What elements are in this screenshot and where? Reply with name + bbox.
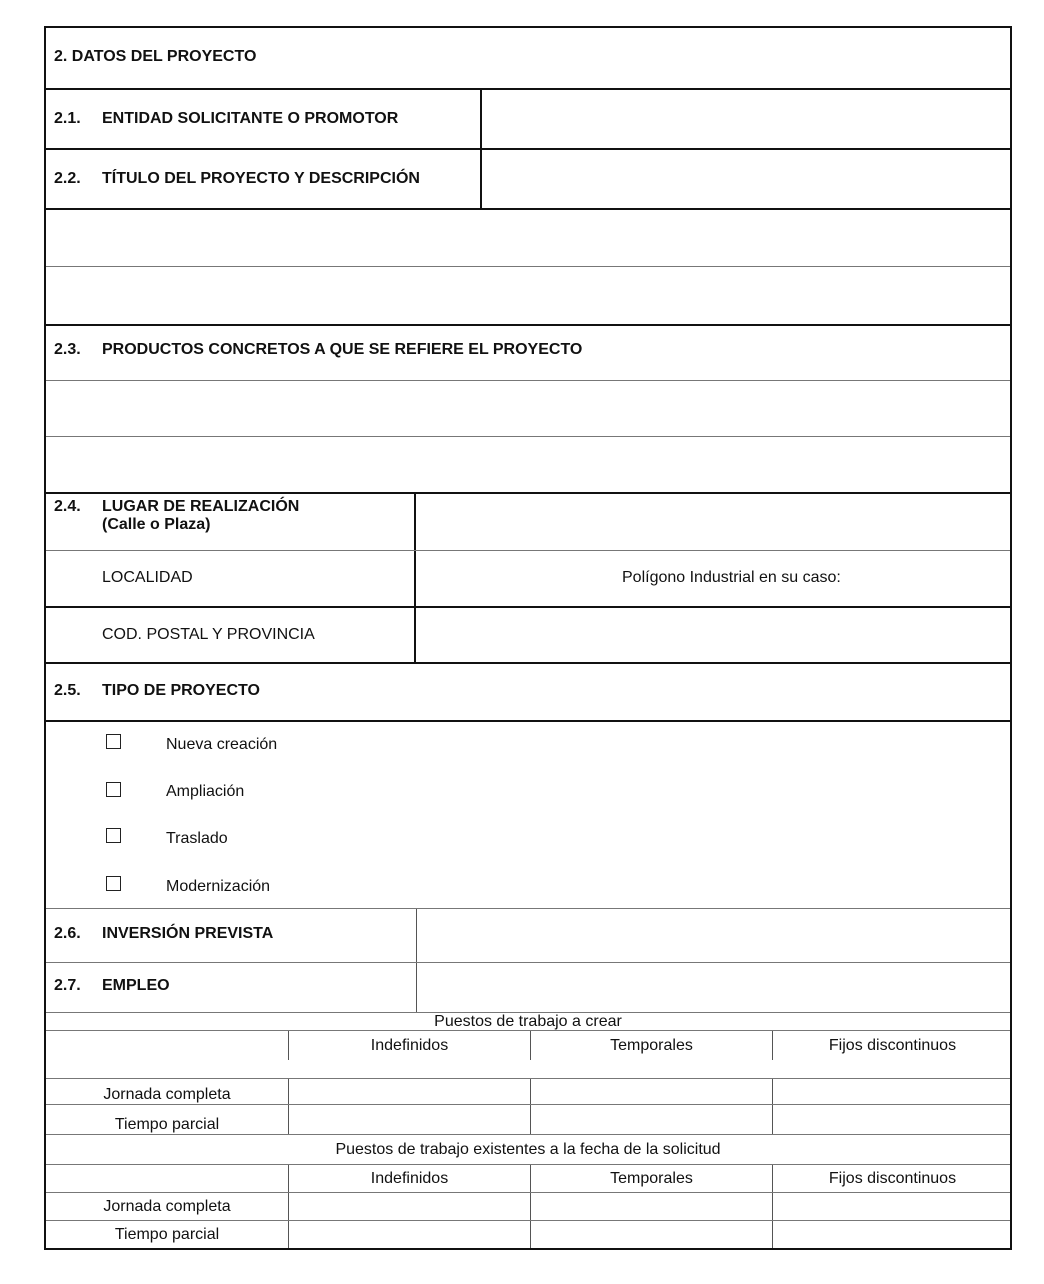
inversion-input[interactable] <box>418 909 1010 962</box>
inversion-label: INVERSIÓN PREVISTA <box>102 925 274 942</box>
option-label: Ampliación <box>166 783 245 800</box>
productos-line-2[interactable] <box>46 436 1010 492</box>
row-productos <box>46 324 1010 380</box>
crear-title-row <box>46 1012 1010 1030</box>
row-label: Jornada completa <box>103 1086 231 1103</box>
field-number: 2.1. <box>54 110 81 127</box>
column-header: Fijos discontinuos <box>828 1036 957 1054</box>
titulo-input[interactable] <box>482 150 1010 208</box>
option-label: Modernización <box>166 878 271 895</box>
column-header: Temporales <box>610 1169 693 1187</box>
section-header <box>46 28 1010 88</box>
crear-title: Puestos de trabajo a crear <box>434 1012 622 1030</box>
existentes-header-row <box>46 1164 1010 1192</box>
row-tipo <box>46 662 1010 720</box>
table-row <box>46 1192 1010 1220</box>
divider <box>414 551 416 606</box>
poligono-label: Polígono Industrial en su caso: <box>622 569 841 586</box>
column-header: Fijos discontinuos <box>828 1169 957 1187</box>
descripcion-line-2[interactable] <box>46 266 1010 324</box>
table-row <box>46 1078 1010 1104</box>
field-number: 2.3. <box>54 341 81 358</box>
checkbox-nueva-creacion[interactable] <box>106 734 121 749</box>
checkbox-modernizacion[interactable] <box>106 876 121 891</box>
column-header: Indefinidos <box>370 1036 449 1054</box>
empleo-label: EMPLEO <box>102 977 170 994</box>
lugar-input[interactable] <box>416 494 1010 550</box>
lugar-label: LUGAR DE REALIZACIÓN <box>102 498 300 515</box>
descripcion-line-1[interactable] <box>46 208 1010 266</box>
column-header: Indefinidos <box>370 1169 449 1187</box>
empleo-input[interactable] <box>418 963 1010 1012</box>
existentes-title: Puestos de trabajo existentes a la fecha de la solicitud <box>335 1140 721 1158</box>
column-header: Temporales <box>610 1036 693 1054</box>
field-number: 2.6. <box>54 925 81 942</box>
row-lugar <box>46 492 1010 550</box>
row-localidad <box>46 550 1010 606</box>
tipo-options <box>46 720 1010 902</box>
row-entidad <box>46 88 1010 148</box>
titulo-label: TÍTULO DEL PROYECTO Y DESCRIPCIÓN <box>102 170 420 187</box>
entidad-input[interactable] <box>482 90 1010 148</box>
codpostal-input[interactable] <box>416 608 1010 662</box>
row-empleo <box>46 962 1010 1012</box>
existentes-title-row <box>46 1134 1010 1164</box>
row-label: Tiempo parcial <box>114 1225 220 1243</box>
productos-line-1[interactable] <box>46 380 1010 436</box>
productos-label: PRODUCTOS CONCRETOS A QUE SE REFIERE EL PROYECTO <box>102 341 583 358</box>
divider <box>416 909 417 962</box>
row-titulo <box>46 148 1010 208</box>
localidad-label: LOCALIDAD <box>102 569 193 586</box>
tipo-label: TIPO DE PROYECTO <box>102 682 260 699</box>
codpostal-label: COD. POSTAL Y PROVINCIA <box>102 626 315 643</box>
row-inversion <box>46 908 1010 962</box>
checkbox-ampliacion[interactable] <box>106 782 121 797</box>
option-label: Nueva creación <box>166 736 278 753</box>
field-number: 2.7. <box>54 977 81 994</box>
project-data-form <box>44 26 1012 1250</box>
entidad-label: ENTIDAD SOLICITANTE O PROMOTOR <box>102 110 399 127</box>
field-number: 2.4. <box>54 498 81 515</box>
row-codpostal <box>46 606 1010 662</box>
option-label: Traslado <box>166 830 228 847</box>
table-row <box>46 1104 1010 1134</box>
section-title: 2. DATOS DEL PROYECTO <box>54 48 257 65</box>
row-label: Jornada completa <box>103 1197 231 1215</box>
checkbox-traslado[interactable] <box>106 828 121 843</box>
crear-header-row <box>46 1030 1010 1060</box>
table-row <box>46 1220 1010 1248</box>
field-number: 2.5. <box>54 682 81 699</box>
divider <box>416 963 417 1012</box>
lugar-sublabel: (Calle o Plaza) <box>102 516 211 533</box>
field-number: 2.2. <box>54 170 81 187</box>
row-label: Tiempo parcial <box>114 1116 220 1133</box>
